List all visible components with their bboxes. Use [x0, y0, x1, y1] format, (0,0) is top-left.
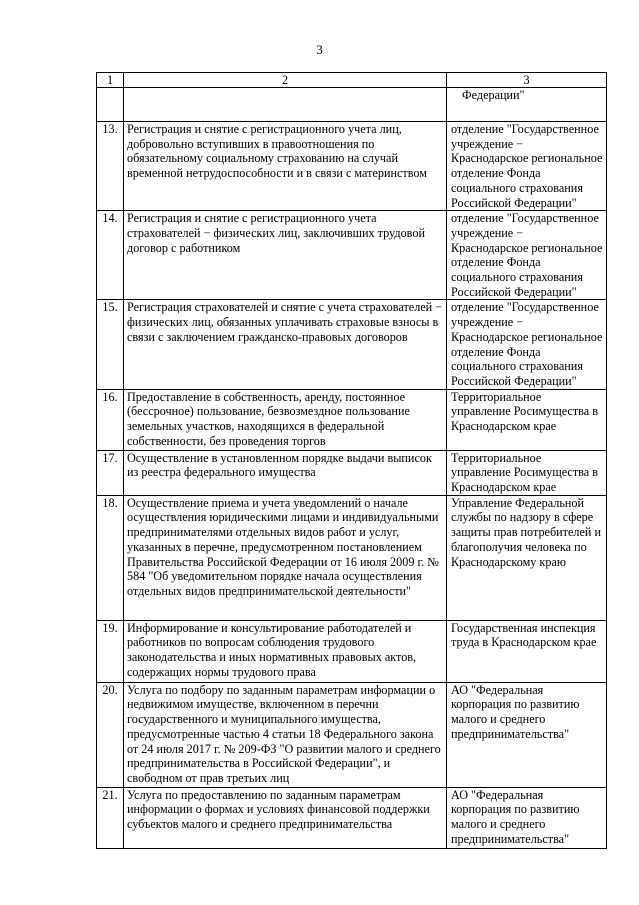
row-number: 13.: [97, 122, 124, 211]
header-col-3: 3: [447, 73, 607, 88]
agency-cell: [447, 495, 607, 620]
service-cell: [124, 620, 447, 682]
page-number: 3: [316, 42, 323, 57]
row-number: 20.: [97, 682, 124, 787]
agency-text: АО "Федеральная корпорация по развитию малого и среднего предпринимательства": [451, 682, 580, 741]
agency-cell: [447, 389, 607, 450]
row-number: 21.: [97, 787, 124, 848]
continuation-row: [97, 88, 607, 122]
service-cell: [124, 389, 447, 450]
table-row: [97, 495, 607, 620]
agency-cell: [447, 211, 607, 300]
table-row: [97, 389, 607, 450]
agency-cell: [447, 88, 607, 122]
row-number: 16.: [97, 389, 124, 450]
service-cell: [124, 211, 447, 300]
agency-text: отделение "Государственное учреждение − Краснодарское региональное отделение Фонда социального страхования Российской Федерации": [451, 211, 603, 299]
row-number: 19.: [97, 620, 124, 682]
agency-text: Федерации": [462, 88, 525, 102]
agency-cell: [447, 620, 607, 682]
service-text: Регистрация страхователей и снятие с учета страхователей − физических лиц, обязанных уплачивать страховые взносы в связи с заключением гражданско-правовых договоров: [127, 300, 443, 344]
agency-text: Территориальное управление Росимущества в Краснодарском крае: [451, 389, 598, 434]
table-row: [97, 682, 607, 787]
agency-text: отделение "Государственное учреждение − Краснодарское региональное отделение Фонда социального страхования Российской Федерации": [451, 122, 603, 210]
services-table: [96, 72, 607, 849]
row-number: 15.: [97, 300, 124, 389]
header-col-2: 2: [124, 73, 447, 88]
agency-text: Государственная инспекция труда в Краснодарском крае: [451, 620, 597, 650]
service-text: Осуществление в установленном порядке выдачи выписок из реестра федерального имущества: [127, 450, 432, 480]
service-cell: [124, 88, 447, 122]
agency-text: Управление Федеральной службы по надзору в сфере защиты прав потребителей и благополучия человека по Краснодарскому краю: [451, 495, 601, 569]
agency-cell: [447, 787, 607, 848]
table-row: [97, 450, 607, 495]
agency-text: отделение "Государственное учреждение − Краснодарское региональное отделение Фонда социального страхования Российской Федерации": [451, 300, 603, 388]
service-text: Регистрация и снятие с регистрационного учета страхователей − физических лиц, заключивших трудовой договор с работником: [127, 211, 425, 255]
agency-cell: [447, 450, 607, 495]
agency-text: АО "Федеральная корпорация по развитию малого и среднего предпринимательства": [451, 787, 580, 846]
service-cell: [124, 300, 447, 389]
table-row: [97, 300, 607, 389]
row-number: 18.: [97, 495, 124, 620]
service-cell: [124, 787, 447, 848]
service-text: Осуществление приема и учета уведомлений о начале осуществления юридическими лицами и индивидуальными предпринимателями отдельных видов работ и услуг, указанных в перечне, предусмотренном постановлением Правительства Российской Федерации от 16 июля 2009 г. № 584 "Об уведомительном порядке начала осуществления отдельных видов предпринимательской деятельности": [127, 495, 439, 598]
service-text: Услуга по подбору по заданным параметрам информации о недвижимом имуществе, включенном в перечни государственного и муниципального имущества, предусмотренные частью 4 статьи 18 Федерального закона от 24 июля 2017 г. № 209-ФЗ "О развитии малого и среднего предпринимательства в Российской Федерации", и свободном от прав третьих лиц: [127, 682, 441, 785]
service-text: Регистрация и снятие с регистрационного учета лиц, добровольно вступивших в правоотношения по обязательному социальному страхованию на случай временной нетрудоспособности и в связи с материнством: [127, 122, 428, 181]
service-cell: [124, 122, 447, 211]
row-number: 17.: [97, 450, 124, 495]
header-col-1: 1: [97, 73, 124, 88]
table-row: [97, 122, 607, 211]
service-cell: [124, 682, 447, 787]
table-row: [97, 211, 607, 300]
agency-text: Территориальное управление Росимущества в Краснодарском крае: [451, 450, 598, 495]
table-row: [97, 620, 607, 682]
table-header-row: [97, 73, 607, 88]
service-text: Предоставление в собственность, аренду, постоянное (бессрочное) пользование, безвозмездное пользование земельных участков, находящихся в федеральной собственности, без проведения торгов: [127, 389, 410, 448]
service-text: Информирование и консультирование работодателей и работников по вопросам соблюдения трудового законодательства и иных нормативных правовых актов, содержащих нормы трудового права: [127, 620, 417, 679]
agency-cell: [447, 300, 607, 389]
agency-cell: [447, 682, 607, 787]
row-number: 14.: [97, 211, 124, 300]
table-row: [97, 787, 607, 848]
service-cell: [124, 450, 447, 495]
service-text: Услуга по предоставлению по заданным параметрам информации о формах и условиях финансовой поддержки субъектов малого и среднего предпринимательства: [127, 787, 430, 832]
agency-cell: [447, 122, 607, 211]
row-number: [97, 88, 124, 122]
service-cell: [124, 495, 447, 620]
